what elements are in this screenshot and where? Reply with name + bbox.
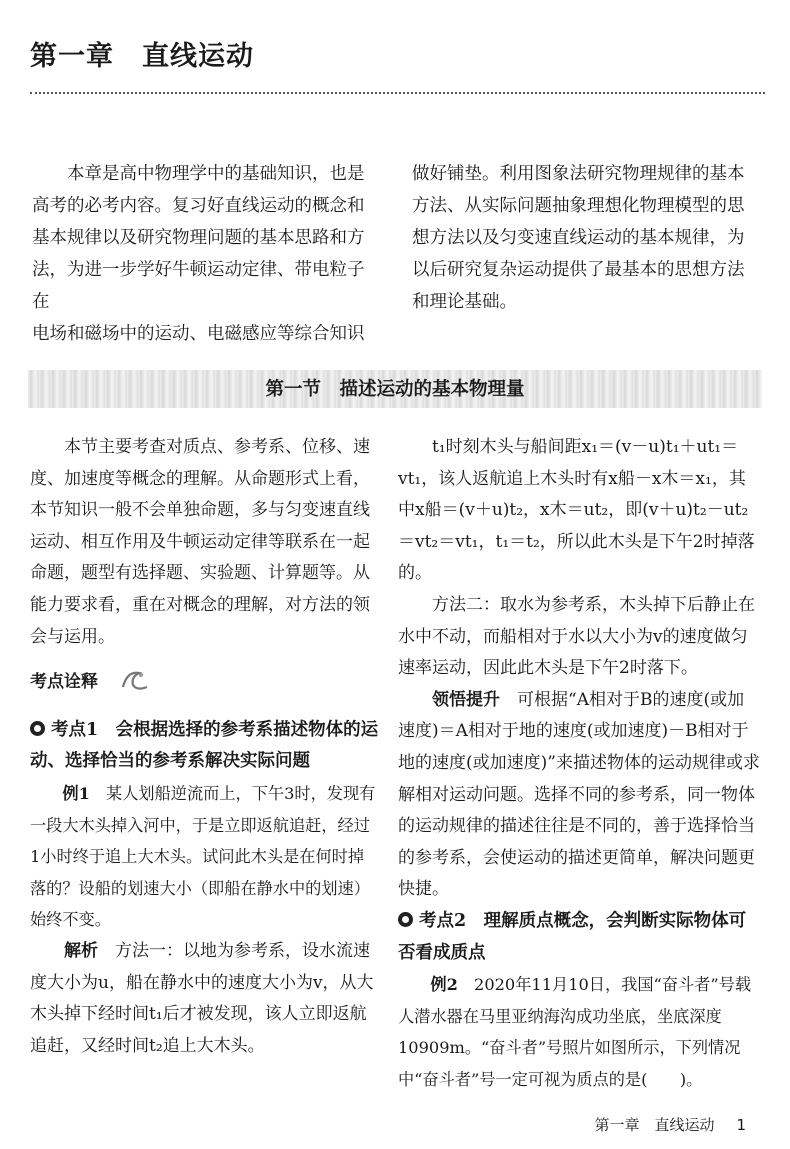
- intro-line: 做好铺垫。利用图象法研究物理规律的基本: [412, 164, 745, 184]
- intro-line: 方法、从实际问题抽象理想化物理模型的思: [412, 196, 745, 216]
- analysis-label: 解析: [64, 940, 98, 961]
- example-2: [398, 969, 760, 1095]
- pen-doodle-icon: [117, 667, 153, 695]
- example-2-text: 2020年11月10日，我国“奋斗者”号载人潜水器在马里亚纳海沟成功坐底，坐底深度10909m。“奋斗者”号照片如图所示，下列情况中“奋斗者”号一定可视为质点的是( )。: [398, 975, 752, 1089]
- kaodian-bullet-icon: [30, 721, 45, 736]
- intro-right-column: [412, 158, 757, 318]
- section-overview: 本节主要考查对质点、参考系、位移、速度、加速度等概念的理解。从命题形式上看，本节知识一般不会单独命题，多与匀变速直线运动、相互作用及牛顿运动定律等联系在一起命题，题型有选择题、实验题、计算题等。从能力要求看，重在对概念的理解，对方法的领会与运用。: [30, 437, 370, 647]
- kp2-heading-row: [398, 906, 760, 969]
- example-1-text: 某人划船逆流而上，下午3时，发现有一段大木头掉入河中，于是立即返航追赶，经过1小时终于追上大木头。试问此木头是在何时掉落的？设船的划速大小（即船在静水中的划速）始终不变。: [30, 783, 376, 930]
- intro-line: 以后研究复杂运动提供了最基本的思想方法: [412, 260, 745, 280]
- example-2-label: 例2: [430, 975, 458, 995]
- analysis-text: 方法一：以地为参考系，设水流速度大小为u，船在静水中的速度大小为v，从大木头掉下经时间t₁后才被发现，该人立即返航追赶，又经时间t₂追上大木头。: [30, 940, 374, 1056]
- example-1: [30, 778, 380, 936]
- kaodian-label: 考点诠释: [30, 672, 98, 693]
- intro-left-column: [32, 158, 377, 350]
- kp1-heading-row: [30, 715, 380, 778]
- intro-line: 和理论基础。: [412, 292, 517, 312]
- intro-line: 基本规律以及研究物理问题的基本思路和方: [32, 228, 365, 248]
- intro-line: 本章是高中物理学中的基础知识，也是: [67, 164, 365, 184]
- kaodian-bullet-icon: [398, 912, 413, 927]
- page-footer: [585, 1096, 746, 1135]
- right-body-column: [398, 432, 760, 1095]
- method-two: 方法二：取水为参考系，木头掉下后静止在水中不动，而船相对于水以大小为v的速度做匀速率运动，因此此木头是下午2时落下。: [398, 594, 755, 679]
- intro-line: 想方法以及匀变速直线运动的基本规律，为: [412, 228, 745, 248]
- title-divider: [30, 92, 765, 94]
- chapter-title: 第一章 直线运动: [30, 41, 254, 72]
- insight-text: 可根据“A相对于B的速度(或加速度)＝A相对于地的速度(或加速度)－B相对于地的速度(或加速度)”来描述物体的运动规律或求解相对运动问题。选择不同的参考系，同一物体的运动规律的描述往往是不同的，善于选择恰当的参考系，会使运动的描述更简单，解决问题更快捷。: [398, 689, 760, 900]
- analysis-continued: t₁时刻木头与船间距x₁＝(v－u)t₁＋ut₁＝vt₁，该人返航追上木头时有x船－x木＝x₁，其中x船＝(v＋u)t₂，x木＝ut₂，即(v＋u)t₂－ut₂＝vt₂＝vt₁，t₁＝t₂，所以此木头是下午2时掉落的。: [398, 437, 755, 584]
- intro-line: 法，为进一步学好牛顿运动定律、带电粒子在: [32, 260, 365, 312]
- kp1-heading: 考点1 会根据选择的参考系描述物体的运动、选择恰当的参考系解决实际问题: [30, 719, 379, 772]
- left-body-column: [30, 432, 380, 1062]
- insight: [398, 685, 760, 906]
- insight-label: 领悟提升: [432, 689, 500, 710]
- running-title: 第一章 直线运动: [594, 1116, 715, 1134]
- section-title: 第一节 描述运动的基本物理量: [265, 379, 525, 400]
- intro-line: 高考的必考内容。复习好直线运动的概念和: [32, 196, 365, 216]
- kaodian-label-row: [30, 667, 380, 699]
- kp2-heading: 考点2 理解质点概念，会判断实际物体可否看成质点: [398, 910, 747, 963]
- intro-line: 电场和磁场中的运动、电磁感应等综合知识: [32, 324, 365, 344]
- example-1-label: 例1: [62, 783, 90, 803]
- analysis: [30, 936, 380, 1062]
- page-number: 1: [736, 1116, 746, 1134]
